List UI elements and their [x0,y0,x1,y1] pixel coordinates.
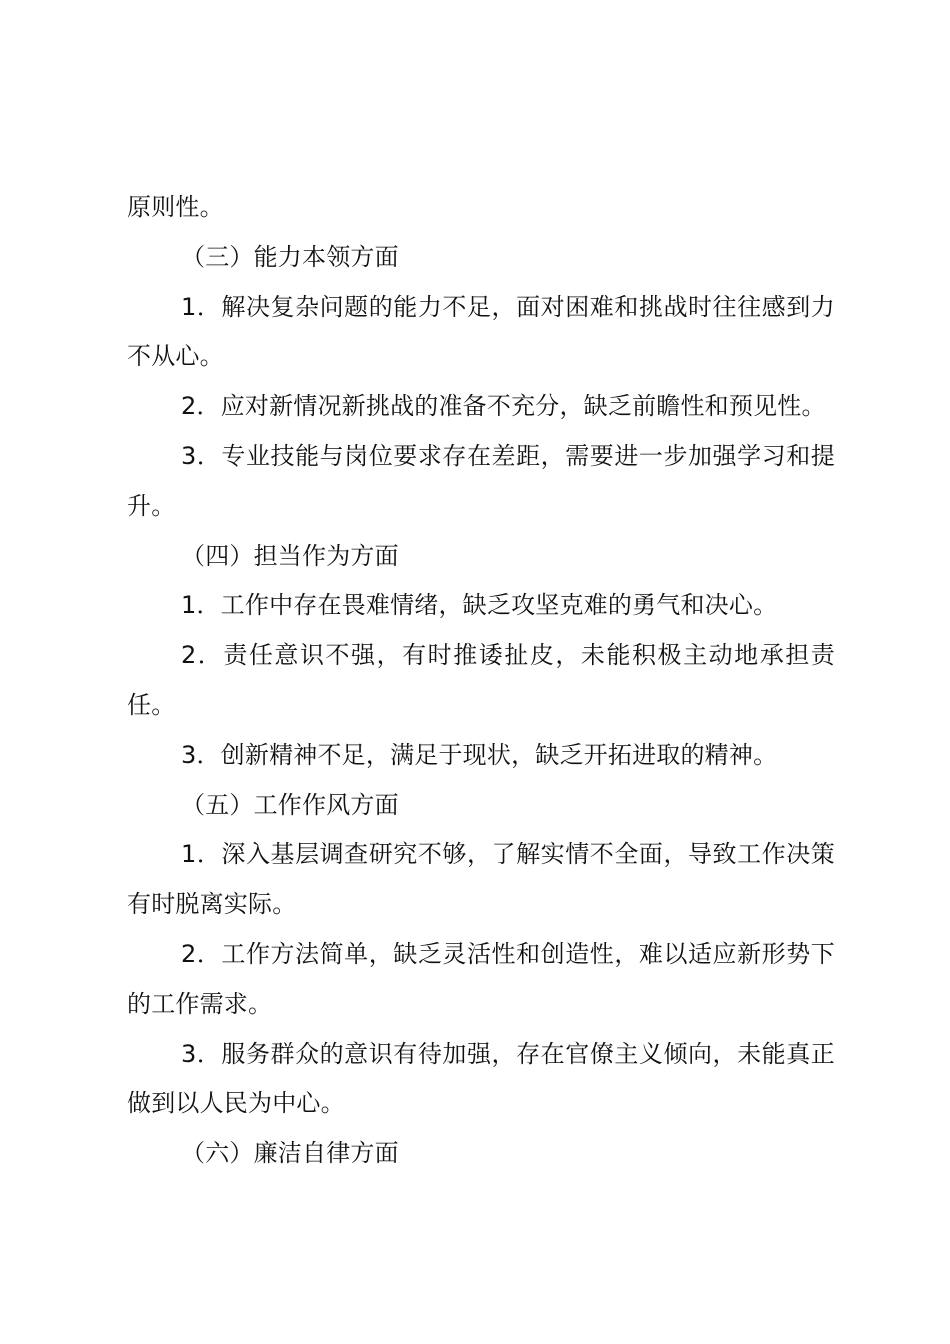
paragraph-continuation: 原则性。 [127,193,224,221]
list-item: 1．深入基层调查研究不够，了解实情不全面，导致工作决策有时脱离实际。 [127,840,835,919]
section-heading-work-style: （五）工作作风方面 [181,790,399,819]
section-heading-integrity: （六）廉洁自律方面 [181,1139,399,1168]
list-item: 3．专业技能与岗位要求存在差距，需要进一步加强学习和提升。 [127,441,835,520]
document-body [127,183,835,1179]
list-item: 2．责任意识不强，有时推诿扯皮，未能积极主动地承担责任。 [127,641,835,719]
list-item: 1．工作中存在畏难情绪，缺乏攻坚克难的勇气和决心。 [181,591,778,620]
section-heading-responsibility: （四）担当作为方面 [181,541,399,570]
list-item: 2．应对新情况新挑战的准备不充分，缺乏前瞻性和预见性。 [181,392,826,421]
list-item: 1．解决复杂问题的能力不足，面对困难和挑战时往往感到力不从心。 [127,292,835,371]
list-item: 2．工作方法简单，缺乏灵活性和创造性，难以适应新形势下的工作需求。 [127,939,835,1018]
list-item: 3．服务群众的意识有待加强，存在官僚主义倾向，未能真正做到以人民为中心。 [127,1039,835,1118]
list-item: 3．创新精神不足，满足于现状，缺乏开拓进取的精神。 [181,740,778,769]
section-heading-ability: （三）能力本领方面 [181,242,399,271]
